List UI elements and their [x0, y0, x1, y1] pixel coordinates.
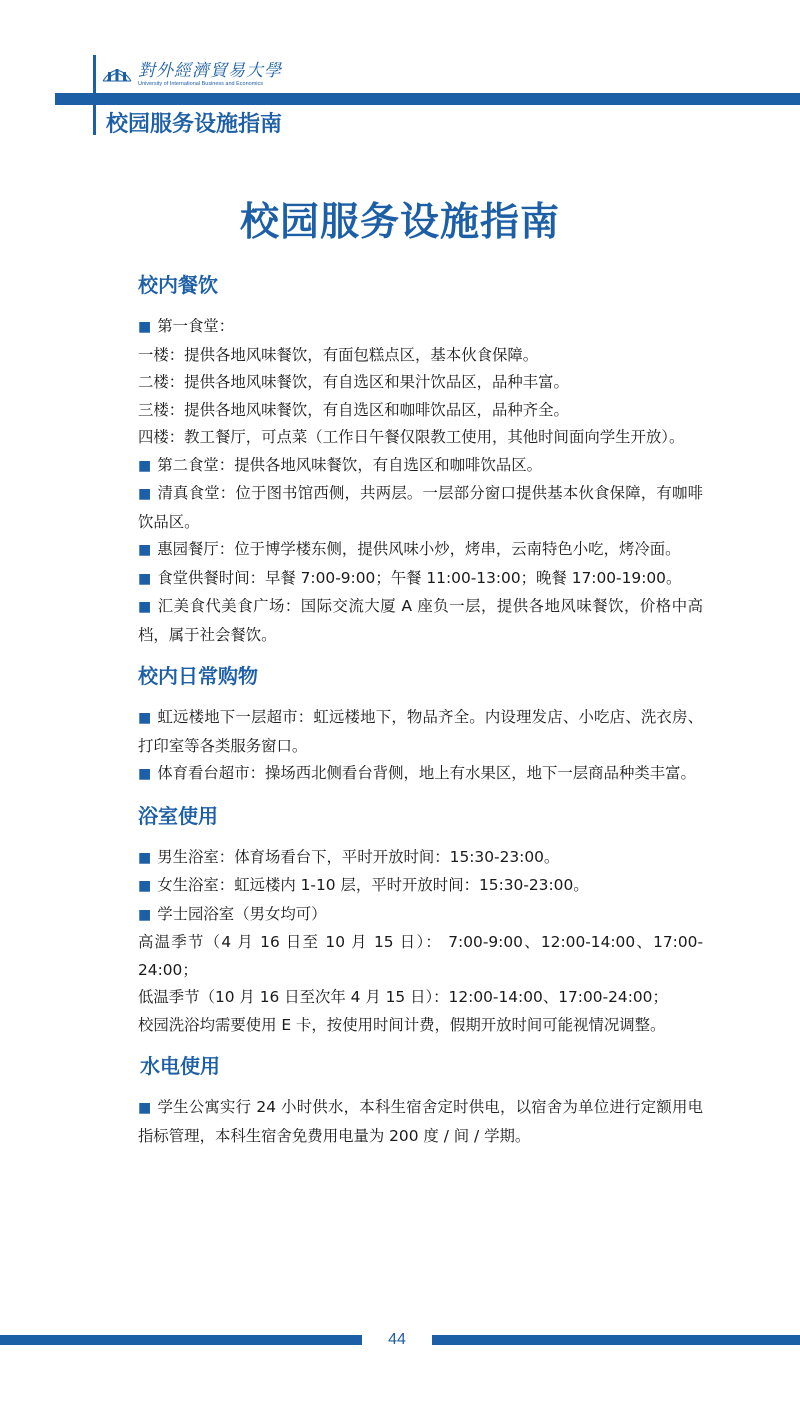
square-bullet-icon: ■ — [138, 599, 152, 615]
paragraph — [138, 369, 703, 397]
bullet-paragraph — [138, 844, 703, 873]
university-emblem-icon — [100, 58, 134, 92]
square-bullet-icon: ■ — [138, 710, 152, 726]
bullet-paragraph — [138, 1094, 703, 1150]
square-bullet-icon: ■ — [138, 542, 152, 558]
paragraph-text: 女生浴室：虹远楼内 1-10 层，平时开放时间：15:30-23:00。 — [157, 876, 589, 894]
paragraph-text: 校园洗浴均需要使用 E 卡，按使用时间计费，假期开放时间可能视情况调整。 — [138, 1015, 666, 1034]
paragraph-text: 体育看台超市：操场西北侧看台背侧，地上有水果区，地下一层商品种类丰富。 — [157, 764, 696, 782]
footer-band-left — [0, 1335, 362, 1345]
bullet-paragraph — [138, 536, 703, 565]
university-logo — [100, 58, 282, 92]
square-bullet-icon: ■ — [138, 766, 152, 782]
paragraph — [138, 984, 703, 1012]
square-bullet-icon: ■ — [138, 878, 152, 894]
bullet-paragraph — [138, 704, 703, 760]
square-bullet-icon: ■ — [138, 457, 152, 474]
page-title: 校园服务设施指南 — [239, 200, 560, 245]
section-heading: 校内日常购物 — [138, 664, 258, 688]
paragraph-text: 学士园浴室（男女均可） — [157, 904, 327, 923]
paragraph-text: 第二食堂：提供各地风味餐饮，有自选区和咖啡饮品区。 — [157, 455, 543, 474]
section-heading: 水电使用 — [140, 1054, 220, 1078]
paragraph-text: 二楼：提供各地风味餐饮，有自选区和果汁饮品区，品种丰富。 — [138, 373, 569, 391]
paragraph — [138, 342, 703, 370]
content-body — [138, 266, 703, 1150]
square-bullet-icon: ■ — [138, 319, 152, 335]
paragraph-text: 高温季节（4 月 16 日至 10 月 15 日）： 7:00-9:00、12:00-14:00、17:00-24:00； — [138, 933, 703, 979]
logo-chinese-name: 對外經濟貿易大學 — [138, 61, 282, 81]
running-header-title: 校园服务设施指南 — [106, 112, 283, 137]
paragraph-text: 清真食堂：位于图书馆西侧，共两层。一层部分窗口提供基本伙食保障，有咖啡饮品区。 — [138, 484, 703, 531]
square-bullet-icon: ■ — [138, 906, 152, 923]
paragraph-text: 一楼：提供各地风味餐饮，有面包糕点区，基本伙食保障。 — [138, 345, 539, 364]
paragraph — [138, 424, 703, 452]
paragraph-text: 三楼：提供各地风味餐饮，有自选区和咖啡饮品区，品种齐全。 — [138, 400, 569, 419]
square-bullet-icon: ■ — [138, 1100, 152, 1116]
paragraph-text: 惠园餐厅：位于博学楼东侧，提供风味小炒，烤串，云南特色小吃，烤冷面。 — [157, 540, 681, 558]
square-bullet-icon: ■ — [138, 849, 152, 866]
paragraph — [138, 1012, 703, 1040]
bullet-paragraph — [138, 760, 703, 789]
paragraph-text: 虹远楼地下一层超市：虹远楼地下，物品齐全。内设理发店、小吃店、洗衣房、打印室等各类服务窗口。 — [138, 708, 703, 755]
paragraph — [138, 929, 703, 984]
bullet-paragraph — [138, 480, 703, 536]
square-bullet-icon: ■ — [138, 570, 152, 587]
bullet-paragraph — [138, 452, 703, 481]
paragraph-text: 汇美食代美食广场：国际交流大厦 A 座负一层，提供各地风味餐饮，价格中高档，属于社会餐饮。 — [138, 597, 703, 644]
section-heading: 校内餐饮 — [138, 273, 218, 297]
page-number: 44 — [388, 1331, 406, 1348]
footer-band-right — [432, 1335, 800, 1345]
paragraph-text: 四楼：教工餐厅，可点菜（工作日午餐仅限教工使用，其他时间面向学生开放）。 — [138, 428, 685, 446]
paragraph-text: 第一食堂： — [157, 317, 235, 335]
paragraph — [138, 397, 703, 425]
section-heading: 浴室使用 — [138, 803, 218, 828]
paragraph-text: 食堂供餐时间：早餐 7:00-9:00；午餐 11:00-13:00；晚餐 17:00-19:00。 — [157, 568, 682, 587]
bullet-paragraph — [138, 565, 703, 594]
bullet-paragraph — [138, 872, 703, 901]
logo-english-name: University of International Business and Economics — [138, 81, 264, 87]
square-bullet-icon: ■ — [138, 486, 152, 502]
paragraph-text: 低温季节（10 月 16 日至次年 4 月 15 日）：12:00-14:00、17:00-24:00； — [138, 988, 668, 1006]
bullet-paragraph — [138, 313, 703, 342]
paragraph-text: 学生公寓实行 24 小时供水，本科生宿舍定时供电，以宿舍为单位进行定额用电指标管理，本科生宿舍免费用电量为 200 度 / 间 / 学期。 — [138, 1098, 704, 1145]
header-horizontal-band — [55, 93, 800, 105]
paragraph-text: 男生浴室：体育场看台下，平时开放时间：15:30-23:00。 — [157, 847, 560, 866]
bullet-paragraph — [138, 593, 703, 649]
bullet-paragraph — [138, 901, 703, 930]
